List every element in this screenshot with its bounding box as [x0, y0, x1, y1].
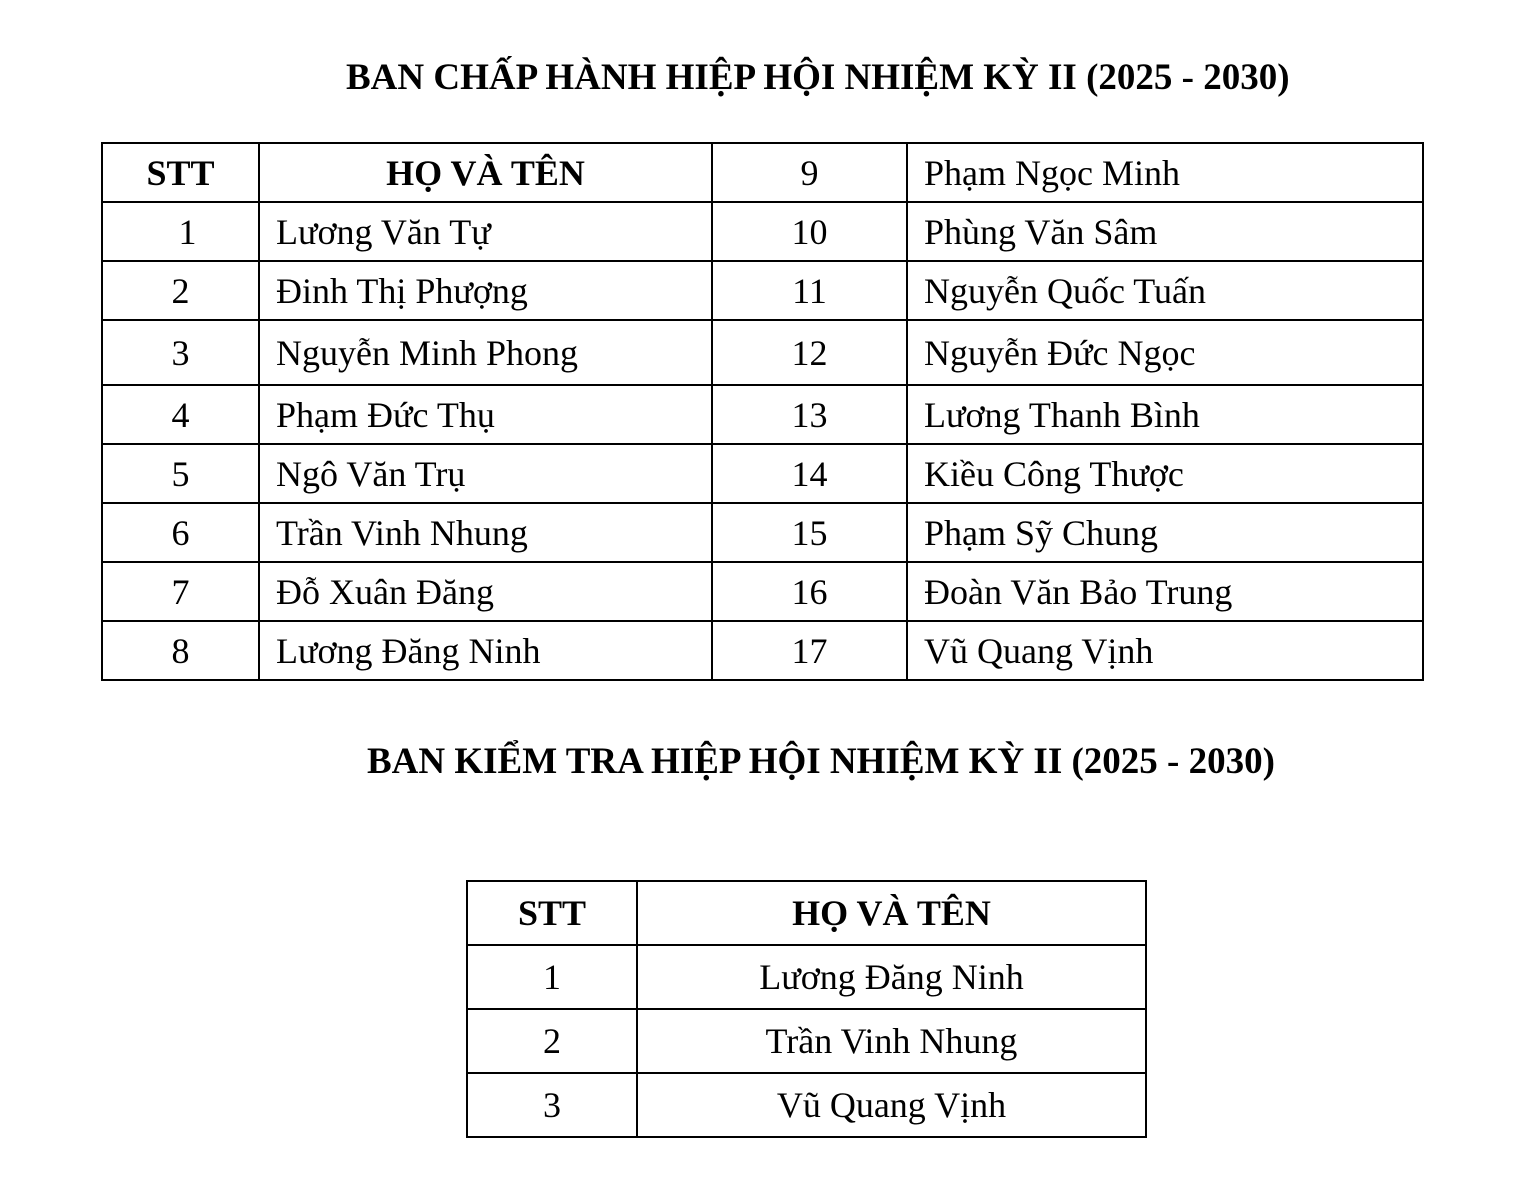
member-stt: 5	[102, 444, 259, 503]
member-name: Trần Vinh Nhung	[637, 1009, 1146, 1073]
table-row	[467, 1073, 1146, 1137]
table-row	[467, 1009, 1146, 1073]
member-name: Nguyễn Quốc Tuấn	[907, 261, 1423, 320]
member-stt: 2	[102, 261, 259, 320]
member-name: Phạm Đức Thụ	[259, 385, 712, 444]
executive-board-table	[101, 142, 1424, 681]
member-name: Phạm Ngọc Minh	[907, 143, 1423, 202]
member-stt: 8	[102, 621, 259, 680]
member-stt: 3	[102, 320, 259, 385]
table-row	[467, 945, 1146, 1009]
member-stt: 2	[467, 1009, 637, 1073]
table-row	[102, 621, 1423, 680]
member-name: Nguyễn Minh Phong	[259, 320, 712, 385]
member-name: Nguyễn Đức Ngọc	[907, 320, 1423, 385]
member-stt: 11	[712, 261, 907, 320]
member-stt: 16	[712, 562, 907, 621]
member-stt: 7	[102, 562, 259, 621]
member-stt: 4	[102, 385, 259, 444]
member-name: Lương Thanh Bình	[907, 385, 1423, 444]
header-stt: STT	[102, 143, 259, 202]
member-name: Kiều Công Thược	[907, 444, 1423, 503]
member-stt: 3	[467, 1073, 637, 1137]
executive-board-title: BAN CHẤP HÀNH HIỆP HỘI NHIỆM KỲ II (2025 - 2030)	[346, 57, 1290, 98]
member-stt: 14	[712, 444, 907, 503]
member-name: Lương Đăng Ninh	[259, 621, 712, 680]
member-stt: 1	[467, 945, 637, 1009]
member-stt: 17	[712, 621, 907, 680]
member-name: Vũ Quang Vịnh	[907, 621, 1423, 680]
header-name: HỌ VÀ TÊN	[259, 143, 712, 202]
table-row	[102, 320, 1423, 385]
table-row	[102, 444, 1423, 503]
member-stt: 6	[102, 503, 259, 562]
member-name: Đoàn Văn Bảo Trung	[907, 562, 1423, 621]
member-name: Đinh Thị Phượng	[259, 261, 712, 320]
member-stt: 10	[712, 202, 907, 261]
member-stt: 13	[712, 385, 907, 444]
table-row	[102, 143, 1423, 202]
table-row	[102, 503, 1423, 562]
member-name: Lương Đăng Ninh	[637, 945, 1146, 1009]
member-name: Đỗ Xuân Đăng	[259, 562, 712, 621]
table-row	[102, 202, 1423, 261]
member-stt: 15	[712, 503, 907, 562]
table-row	[102, 385, 1423, 444]
member-name: Ngô Văn Trụ	[259, 444, 712, 503]
inspection-board-table	[466, 880, 1147, 1138]
table-row	[467, 881, 1146, 945]
inspection-board-title: BAN KIỂM TRA HIỆP HỘI NHIỆM KỲ II (2025 - 2030)	[367, 741, 1275, 782]
member-name: Phùng Văn Sâm	[907, 202, 1423, 261]
member-name: Trần Vinh Nhung	[259, 503, 712, 562]
table-row	[102, 562, 1423, 621]
table-row	[102, 261, 1423, 320]
header-name: HỌ VÀ TÊN	[637, 881, 1146, 945]
member-name: Lương Văn Tự	[259, 202, 712, 261]
member-stt: 1	[102, 202, 259, 261]
member-stt: 12	[712, 320, 907, 385]
member-name: Vũ Quang Vịnh	[637, 1073, 1146, 1137]
header-stt: STT	[467, 881, 637, 945]
member-name: Phạm Sỹ Chung	[907, 503, 1423, 562]
member-stt: 9	[712, 143, 907, 202]
